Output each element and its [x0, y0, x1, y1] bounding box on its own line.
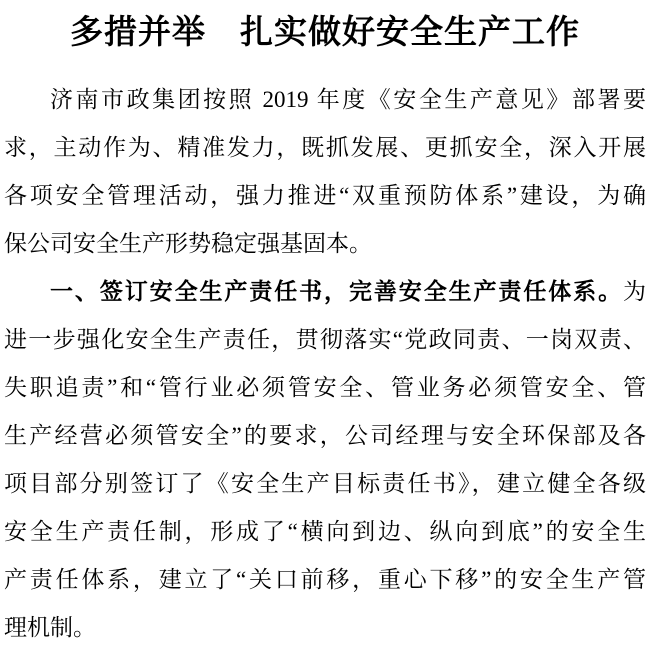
- body-line-text: 求，主动作为、精准发力，既抓发展、更抓安全，深入开展: [4, 135, 646, 160]
- body-line-text: 各项安全管理活动，强力推进“双重预防体系”建设，为确: [4, 183, 646, 208]
- body-line-text: 进一步强化安全生产责任，贯彻落实“党政同责、一岗双责、: [4, 327, 646, 352]
- body-line: [4, 316, 646, 364]
- body-line-paragraph-end: [4, 220, 646, 268]
- body-line: [4, 364, 646, 412]
- body-line-text: 失职追责”和“管行业必须管安全、管业务必须管安全、管: [4, 375, 646, 400]
- document-body: [4, 76, 646, 652]
- body-line: [4, 508, 646, 556]
- body-line-paragraph-end: [4, 604, 646, 652]
- body-line-text: 产责任体系，建立了“关口前移，重心下移”的安全生产管: [4, 567, 646, 592]
- document-title: 多措并举 扎实做好安全生产工作: [70, 15, 580, 51]
- body-line-text: 安全生产责任制，形成了“横向到边、纵向到底”的安全生: [4, 519, 646, 544]
- body-line-text: 保公司安全生产形势稳定强基固本。: [4, 231, 372, 256]
- body-line-text: 生产经营必须管安全”的要求，公司经理与安全环保部及各: [4, 423, 646, 448]
- section-heading-bold-text: 一、签订安全生产责任书，完善安全生产责任体系。: [50, 279, 623, 304]
- body-line: [4, 124, 646, 172]
- body-line-text: 济南市政集团按照 2019 年度《安全生产意见》部署要: [50, 87, 646, 112]
- body-line-text: 为: [623, 279, 646, 304]
- document-page: [0, 12, 650, 658]
- body-line: [4, 556, 646, 604]
- body-line: [4, 412, 646, 460]
- body-line-text: 项目部分别签订了《安全生产目标责任书》，建立健全各级: [4, 471, 646, 496]
- body-line-text: 理机制。: [4, 615, 96, 640]
- body-line-section-heading: [4, 268, 646, 316]
- body-line: [4, 460, 646, 508]
- body-line: [4, 76, 646, 124]
- body-line: [4, 172, 646, 220]
